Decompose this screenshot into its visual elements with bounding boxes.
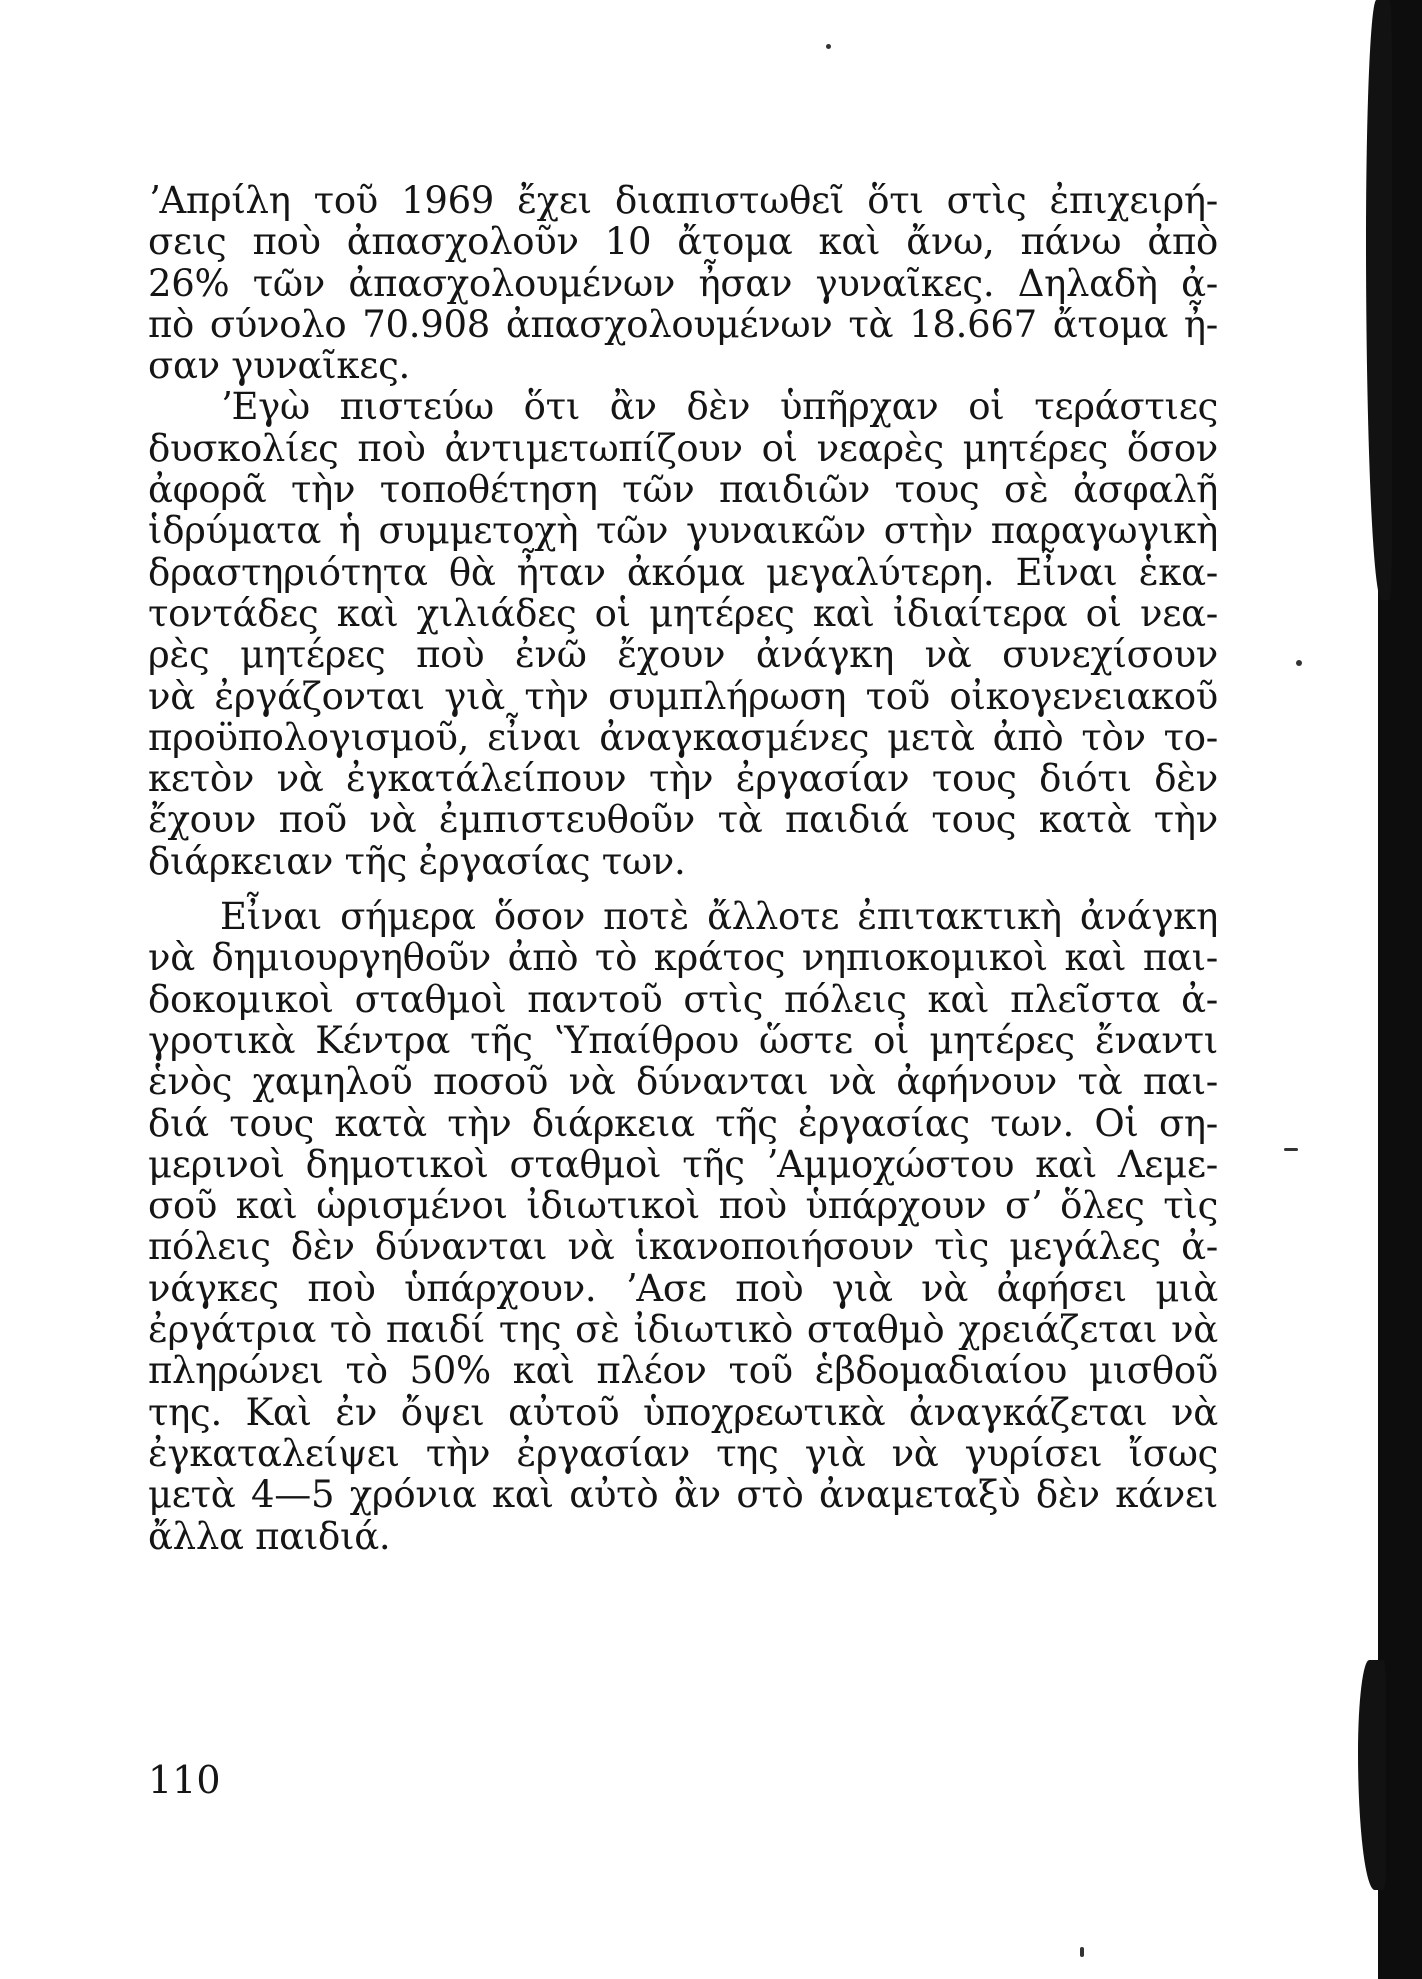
paragraph [148, 180, 1218, 386]
text-line: διάρκειαν τῆς ἐργασίας των. [148, 839, 686, 883]
text-line: ἑνὸς χαμηλοῦ ποσοῦ νὰ δύνανται νὰ ἀφήνουν τὰ παι- [148, 1060, 1218, 1104]
text-line: ἄλλα παιδιά. [148, 1514, 391, 1558]
scan-speck [1080, 1947, 1084, 1957]
text-line: ʼΑπρίλη τοῦ 1969 ἔχει διαπιστωθεῖ ὅτι στὶς ἐπιχειρή- [148, 179, 1218, 222]
text-line: νὰ ἐργάζονται γιὰ τὴν συμπλήρωση τοῦ οἰκογενειακοῦ [148, 674, 1218, 718]
text-line: σοῦ καὶ ὡρισμένοι ἰδιωτικοὶ ποὺ ὑπάρχουν σʼ ὅλες τὶς [148, 1184, 1218, 1228]
text-line: νάγκες ποὺ ὑπάρχουν. ʼΑσε ποὺ γιὰ νὰ ἀφήσει μιὰ [148, 1266, 1218, 1310]
scan-speck [1296, 660, 1302, 666]
page-number: 110 [148, 1758, 221, 1802]
text-line: σεις ποὺ ἀπασχολοῦν 10 ἄτομα καὶ ἄνω, πάνω ἀπὸ [148, 220, 1218, 264]
text-line: μετὰ 4—5 χρόνια καὶ αὐτὸ ἂν στὸ ἀναμεταξὺ δὲν κάνει [148, 1473, 1218, 1517]
body-text [148, 180, 1218, 1557]
text-line: ρὲς μητέρες ποὺ ἐνῶ ἔχουν ἀνάγκη νὰ συνεχίσουν [148, 633, 1218, 677]
text-line: γροτικὰ Κέντρα τῆς ʽΥπαίθρου ὥστε οἱ μητέρες ἔναντι [148, 1018, 1218, 1062]
text-line: κετὸν νὰ ἐγκατάλείπουν τὴν ἐργασίαν τους διότι δὲν [148, 757, 1218, 801]
text-line: δυσκολίες ποὺ ἀντιμετωπίζουν οἱ νεαρὲς μητέρες ὅσον [148, 426, 1218, 470]
text-line: της. Καὶ ἐν ὄψει αὐτοῦ ὑποχρεωτικὰ ἀναγκάζεται νὰ [148, 1390, 1218, 1434]
scan-edge-blob [1366, 0, 1392, 600]
text-line: ἱδρύματα ἡ συμμετοχὴ τῶν γυναικῶν στὴν παραγωγικὴ [148, 509, 1218, 553]
text-line: προϋπολογισμοῦ, εἶναι ἀναγκασμένες μετὰ ἀπὸ τὸν το- [148, 715, 1218, 759]
text-line: ἐργάτρια τὸ παιδί της σὲ ἰδιωτικὸ σταθμὸ χρειάζεται νὰ [148, 1308, 1218, 1352]
text-line: δοκομικοὶ σταθμοὶ παντοῦ στὶς πόλεις καὶ πλεῖστα ἀ- [148, 977, 1218, 1021]
text-line: πόλεις δὲν δύνανται νὰ ἱκανοποιήσουν τὶς μεγάλες ἀ- [148, 1225, 1218, 1269]
text-line: ἐγκαταλείψει τὴν ἐργασίαν της γιὰ νὰ γυρίσει ἴσως [148, 1431, 1218, 1475]
scan-speck [1284, 1148, 1298, 1151]
text-line: ἀφορᾶ τὴν τοποθέτηση τῶν παιδιῶν τους σὲ ἀσφαλῆ [148, 468, 1218, 512]
paragraph-gap [148, 882, 1218, 896]
scan-edge-blob [1358, 1660, 1386, 1890]
text-line: ʼΕγὼ πιστεύω ὅτι ἂν δὲν ὑπῆρχαν οἱ τεράστιες [220, 385, 1218, 429]
text-line: Εἶναι σήμερα ὅσον ποτὲ ἄλλοτε ἐπιτακτικὴ ἀνάγκη [220, 895, 1218, 939]
paragraph [148, 896, 1218, 1557]
text-line: 26% τῶν ἀπασχολουμένων ἦσαν γυναῖκες. Δηλαδὴ ἀ- [148, 261, 1218, 305]
text-line: ἔχουν ποῦ νὰ ἐμπιστευθοῦν τὰ παιδιά τους κατὰ τὴν [148, 798, 1218, 842]
text-line: σαν γυναῖκες. [148, 344, 410, 388]
text-line: πληρώνει τὸ 50% καὶ πλέον τοῦ ἑβδομαδιαίου μισθοῦ [148, 1349, 1218, 1393]
text-line: τοντάδες καὶ χιλιάδες οἱ μητέρες καὶ ἰδιαίτερα οἱ νεα- [148, 591, 1218, 635]
text-line: διά τους κατὰ τὴν διάρκεια τῆς ἐργασίας των. Οἱ ση- [148, 1101, 1218, 1145]
text-line: δραστηριότητα θὰ ἦταν ἀκόμα μεγαλύτερη. Εἶναι ἑκα- [148, 550, 1218, 594]
scan-speck [826, 44, 831, 49]
text-line: μερινοὶ δημοτικοὶ σταθμοὶ τῆς ʼΑμμοχώστου καὶ Λεμε- [148, 1142, 1218, 1186]
text-line: πὸ σύνολο 70.908 ἀπασχολουμένων τὰ 18.667 ἄτομα ἦ- [148, 302, 1218, 346]
paragraph [148, 386, 1218, 882]
text-line: νὰ δημιουργηθοῦν ἀπὸ τὸ κράτος νηπιοκομικοὶ καὶ παι- [148, 936, 1218, 980]
